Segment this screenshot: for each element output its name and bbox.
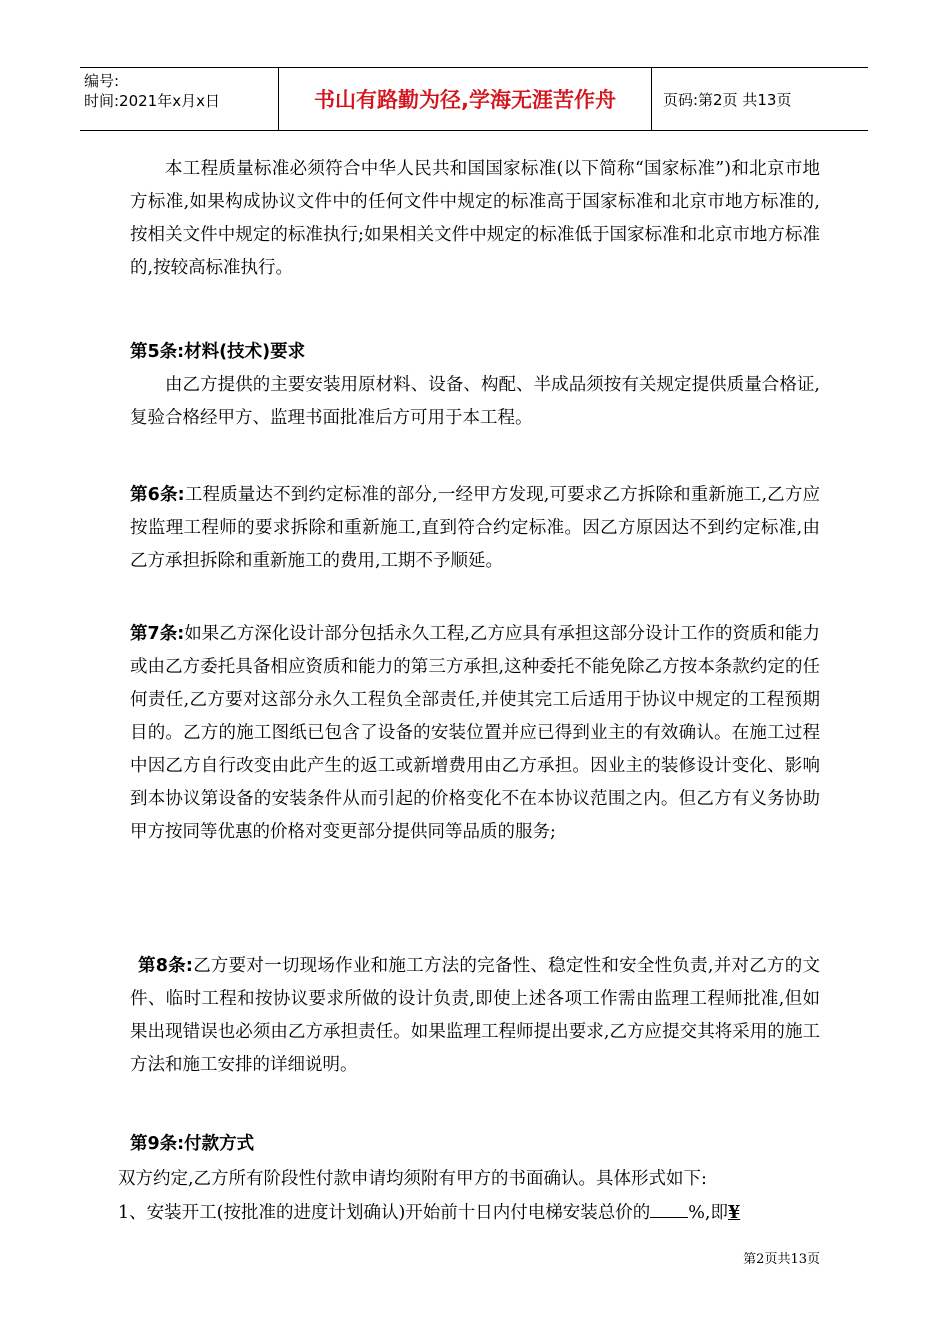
article-7 <box>130 618 820 849</box>
article-9-intro: 双方约定,乙方所有阶段性付款申请均须附有甲方的书面确认。具体形式如下: <box>118 1169 707 1189</box>
article-8 <box>130 950 820 1082</box>
currency-symbol: ¥ <box>728 1203 741 1223</box>
header-meta <box>80 68 278 130</box>
article-9-title: 第9条:付款方式 <box>130 1134 255 1154</box>
article-6 <box>130 479 820 578</box>
doc-date-label: 时间:2021年x月x日 <box>84 92 220 110</box>
header-page-label: 页码:第2页 共13页 <box>663 90 792 109</box>
percentage-blank <box>650 1203 688 1218</box>
article-9-item-1 <box>118 1197 820 1230</box>
header-motto: 书山有路勤为径,学海无涯苦作舟 <box>278 68 652 130</box>
article-7-text: 如果乙方深化设计部分包括永久工程,乙方应具有承担这部分设计工作的资质和能力或由乙方委托具备相应资质和能力的第三方承担,这种委托不能免除乙方按本条款约定的任何责任,乙方要对这部分永久工程负全部责任,并使其完工后适用于协议中规定的工程预期目的。乙方的施工图纸已包含了设备的安装位置并应已得到业主的有效确认。在施工过程中因乙方自行改变由此产生的返工或新增费用由乙方承担。因业主的装修设计变化、影响到本协议第设备的安装条件从而引起的价格变化不在本协议范围之内。但乙方有义务协助甲方按同等优惠的价格对变更部分提供同等品质的服务; <box>130 624 820 842</box>
article-8-text: 乙方要对一切现场作业和施工方法的完备性、稳定性和安全性负责,并对乙方的文件、临时工程和按协议要求所做的设计负责,即使上述各项工作需由监理工程师批准,但如果出现错误也必须由乙方承担责任。如果监理工程师提出要求,乙方应提交其将采用的施工方法和施工安排的详细说明。 <box>130 956 820 1075</box>
article-5-title: 第5条:材料(技术)要求 <box>130 342 306 362</box>
article-9-item-1-text: 1、安装开工(按批准的进度计划确认)开始前十日内付电梯安装总价的 <box>118 1203 651 1223</box>
article-6-text: 工程质量达不到约定标准的部分,一经甲方发现,可要求乙方拆除和重新施工,乙方应按监理工程师的要求拆除和重新施工,直到符合约定标准。因乙方原因达不到约定标准,由乙方承担拆除和重新施工的费用,工期不予顺延。 <box>130 485 820 571</box>
page-header <box>80 67 868 131</box>
article-5-text: 由乙方提供的主要安装用原材料、设备、构配、半成品须按有关规定提供质量合格证,复验合格经甲方、监理书面批准后方可用于本工程。 <box>130 375 820 428</box>
doc-number-label: 编号: <box>84 72 120 90</box>
article-8-label: 第8条: <box>138 956 193 976</box>
article-6-label: 第6条: <box>130 485 185 505</box>
page-footer: 第2页共13页 <box>743 1252 820 1267</box>
article-9-item-1-suffix: %,即 <box>688 1203 728 1223</box>
paragraph-quality-standard: 本工程质量标准必须符合中华人民共和国国家标准(以下简称“国家标准”)和北京市地方标准,如果构成协议文件中的任何文件中规定的标准高于国家标准和北京市地方标准的,按相关文件中规定的标准执行;如果相关文件中规定的标准低于国家标准和北京市地方标准的,按较高标准执行。 <box>130 159 820 278</box>
article-7-label: 第7条: <box>130 624 185 644</box>
